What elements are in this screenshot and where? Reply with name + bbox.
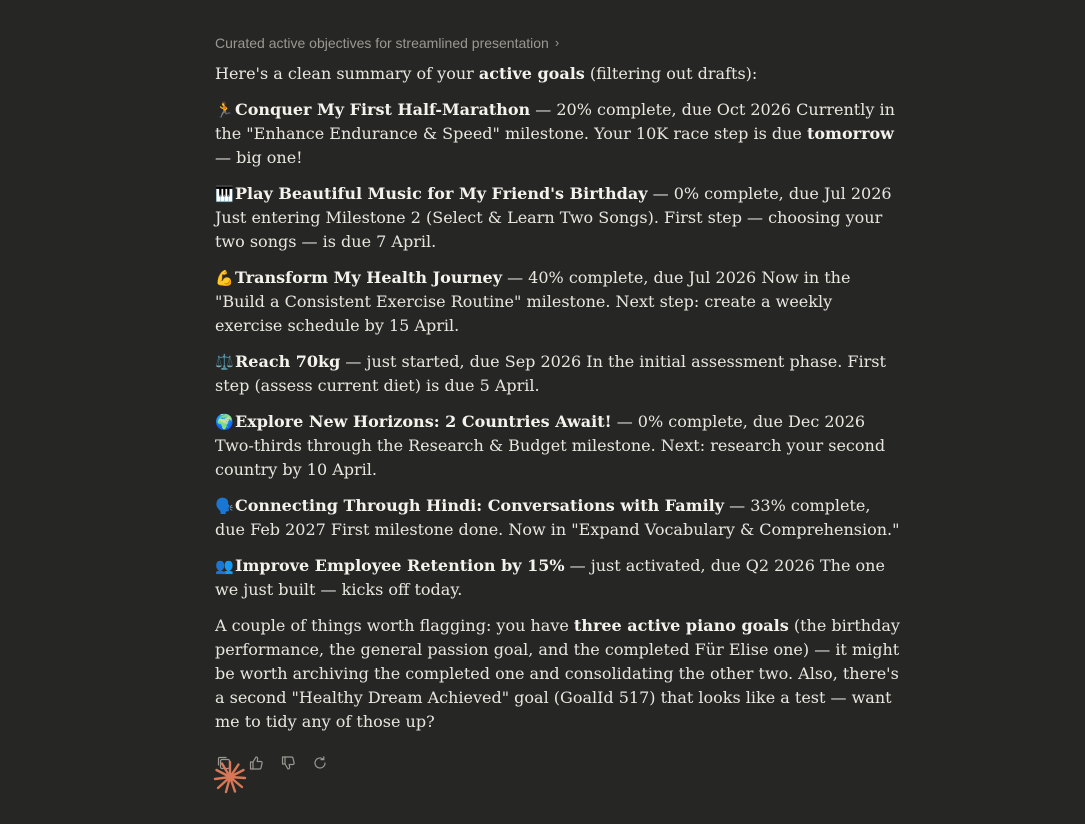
goal-title: Transform My Health Journey <box>235 268 502 287</box>
goal-title: Improve Employee Retention by 15% <box>235 556 565 575</box>
thumbs-down-icon <box>280 755 296 771</box>
goal-details: — 20% complete, due Oct 2026 Currently in the "Enhance Endurance & Speed" milestone. Your 10K race step is due <box>215 100 895 143</box>
goal-details: — 40% complete, due Jul 2026 Now in the "Build a Consistent Exercise Routine" milestone. Next step: create a weekly exercise schedule by 15 April. <box>215 268 851 335</box>
piano-icon: 🎹 <box>215 185 234 203</box>
intro-text-end: (filtering out drafts): <box>584 64 758 83</box>
goal-details: — 33% complete, due Feb 2027 First milestone done. Now in "Expand Vocabulary & Comprehension." <box>215 496 900 539</box>
goal-details: — 0% complete, due Jul 2026 Just entering Milestone 2 (Select & Learn Two Songs). First step — choosing your two songs — is due 7 April. <box>215 184 892 251</box>
goal-item <box>215 350 900 398</box>
intro-bold: active goals <box>478 64 585 83</box>
goal-title: Conquer My First Half-Marathon <box>235 100 531 119</box>
people-icon: 👥 <box>215 557 234 575</box>
flexed-bicep-icon: 💪 <box>215 269 234 287</box>
outro-text: A couple of things worth flagging: you have <box>215 616 574 635</box>
goal-details: — 0% complete, due Dec 2026 Two-thirds through the Research & Budget milestone. Next: research your second country by 10 April. <box>215 412 886 479</box>
outro-text-end: (the birthday performance, the general passion goal, and the completed Für Elise one) — it might be worth archiving the completed one and consolidating the other two. Also, there's a second "Healthy Dream Achieved" goal (GoalId 517) that looks like a test — want me to tidy any of those up? <box>215 616 900 731</box>
intro-text: Here's a clean summary of your <box>215 64 479 83</box>
goal-title: Reach 70kg <box>235 352 341 371</box>
speaking-head-icon: 🗣️ <box>215 497 234 515</box>
goal-item <box>215 266 900 338</box>
goal-title: Explore New Horizons: 2 Countries Await! <box>235 412 612 431</box>
thumbs-up-icon <box>248 755 264 771</box>
goal-details: — just started, due Sep 2026 In the initial assessment phase. First step (assess current diet) is due 5 April. <box>215 352 886 395</box>
thinking-summary-toggle[interactable] <box>215 32 900 54</box>
assistant-message <box>215 32 900 772</box>
thumbs-up-button[interactable] <box>247 754 265 772</box>
goal-item <box>215 410 900 482</box>
thumbs-down-button[interactable] <box>279 754 297 772</box>
outro-paragraph <box>215 614 900 734</box>
retry-icon <box>312 755 328 771</box>
thinking-summary-label: Curated active objectives for streamlined presentation <box>215 35 549 51</box>
message-actions <box>215 754 900 772</box>
globe-icon: 🌍 <box>215 413 234 431</box>
goal-emphasis: tomorrow <box>806 124 894 143</box>
intro-paragraph <box>215 62 900 86</box>
claude-spark-icon <box>213 760 247 794</box>
balance-scale-icon: ⚖️ <box>215 353 234 371</box>
runner-icon: 🏃 <box>215 101 234 119</box>
goal-details: — just activated, due Q2 2026 The one we just built — kicks off today. <box>215 556 885 599</box>
goal-item <box>215 554 900 602</box>
goal-item <box>215 182 900 254</box>
goal-title: Connecting Through Hindi: Conversations with Family <box>235 496 725 515</box>
goal-item <box>215 494 900 542</box>
chevron-right-icon: › <box>554 35 560 50</box>
goal-title: Play Beautiful Music for My Friend's Birthday <box>235 184 648 203</box>
outro-bold: three active piano goals <box>573 616 789 635</box>
goal-item <box>215 98 900 170</box>
goal-details-end: — big one! <box>215 148 303 167</box>
retry-button[interactable] <box>311 754 329 772</box>
